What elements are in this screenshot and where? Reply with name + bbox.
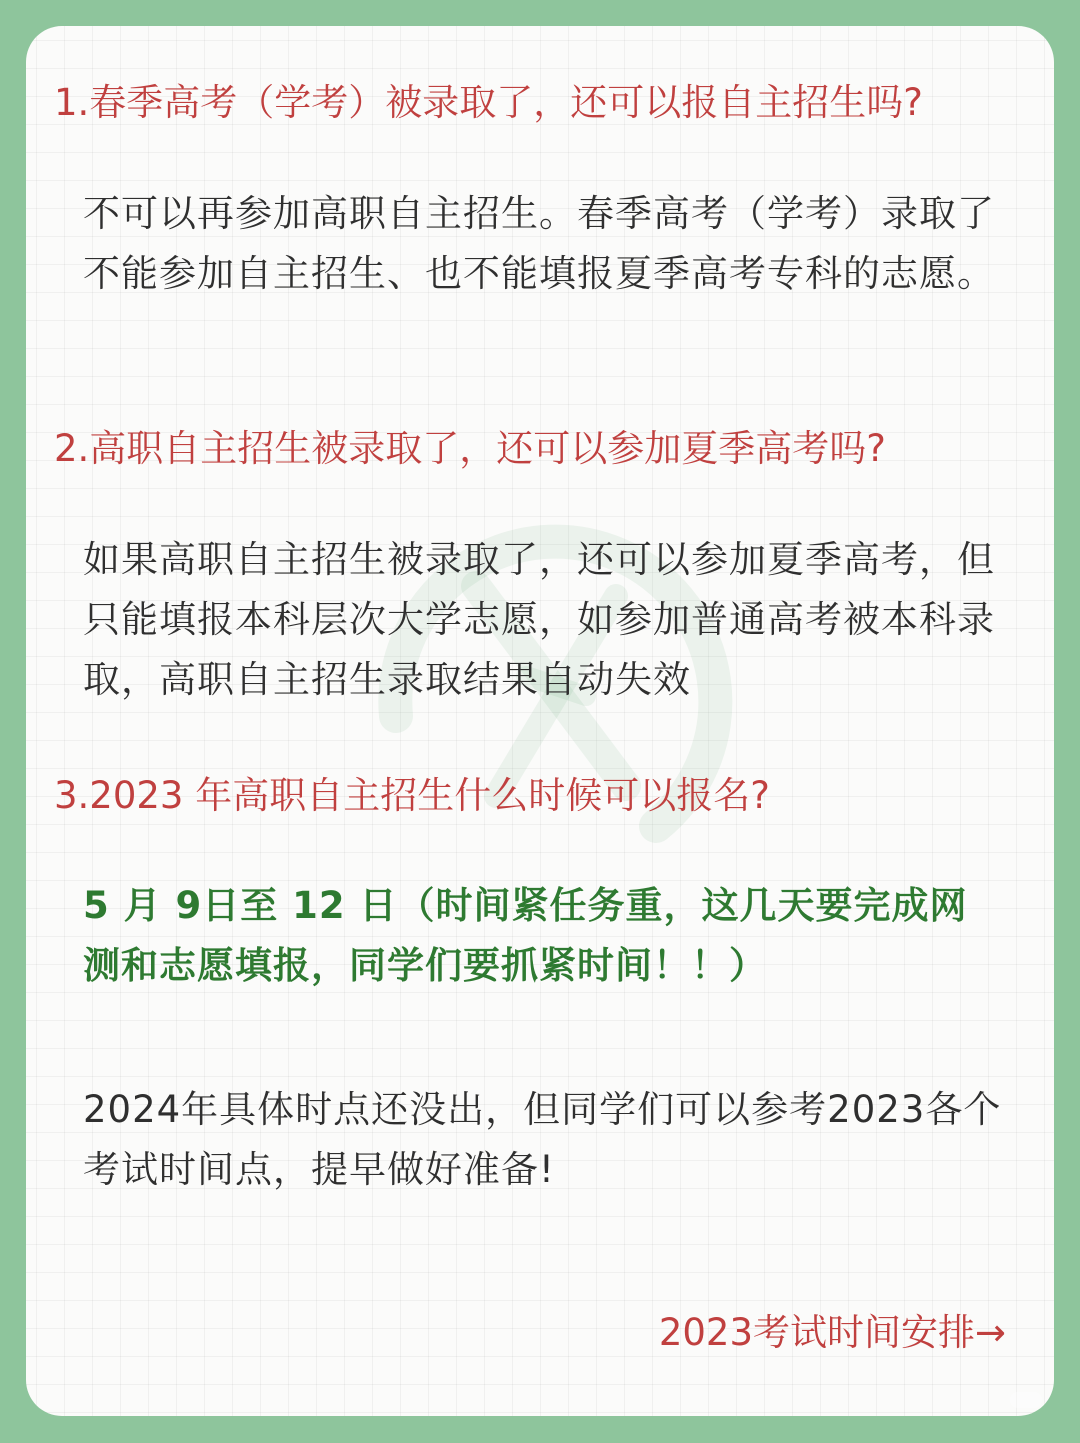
content-card <box>26 26 1054 1416</box>
preparation-note: 2024年具体时点还没出，但同学们可以参考2023各个考试时间点，提早做好准备! <box>83 1088 1002 1191</box>
question-2-title: 2.高职自主招生被录取了，还可以参加夏季高考吗? <box>54 427 886 470</box>
question-3-answer-highlight: 5 月 9日至 12 日（时间紧任务重，这几天要完成网测和志愿填报，同学们要抓紧时间！！） <box>83 884 968 987</box>
question-1-answer: 不可以再参加高职自主招生。春季高考（学考）录取了不能参加自主招生、也不能填报夏季高考专科的志愿。 <box>83 192 995 295</box>
next-page-link[interactable]: 2023考试时间安排→ <box>658 1311 1006 1354</box>
question-3-title: 3.2023 年高职自主招生什么时候可以报名? <box>54 774 770 817</box>
question-2-answer: 如果高职自主招生被录取了，还可以参加夏季高考，但只能填报本科层次大学志愿，如参加普通高考被本科录取，高职自主招生录取结果自动失效 <box>83 538 995 701</box>
corner-badge <box>1010 1392 1042 1408</box>
question-1-title: 1.春季高考（学考）被录取了，还可以报自主招生吗? <box>54 81 923 124</box>
